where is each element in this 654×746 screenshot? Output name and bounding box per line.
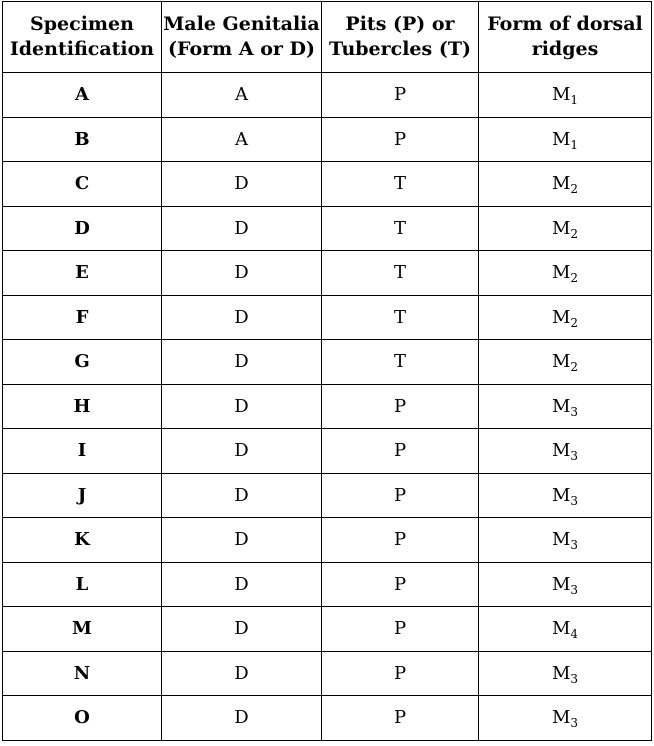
header-line: (Form A or D): [168, 38, 315, 60]
ridge-letter: M: [551, 484, 571, 506]
dorsal-ridge-cell: [479, 295, 652, 340]
genitalia-form-cell: D: [162, 518, 322, 563]
header-line: Pits (P) or: [345, 13, 455, 35]
dorsal-ridge-cell: [479, 206, 652, 251]
genitalia-form-cell: D: [162, 206, 322, 251]
specimen-id-cell: M: [3, 607, 162, 652]
genitalia-form-cell: D: [162, 473, 322, 518]
header-pits-or-tubercles: [322, 2, 479, 73]
ridge-letter: M: [551, 573, 571, 595]
genitalia-form-cell: D: [162, 562, 322, 607]
specimen-id-cell: C: [3, 162, 162, 207]
specimen-id-cell: O: [3, 696, 162, 741]
specimen-table: [2, 1, 652, 741]
ridge-subscript: 2: [570, 315, 579, 330]
pits-tubercles-cell: T: [322, 295, 479, 340]
dorsal-ridge-cell: [479, 429, 652, 474]
specimen-id-cell: N: [3, 651, 162, 696]
genitalia-form-cell: D: [162, 162, 322, 207]
dorsal-ridge-cell: [479, 473, 652, 518]
pits-tubercles-cell: T: [322, 162, 479, 207]
ridge-subscript: 3: [570, 493, 579, 508]
ridge-letter: M: [551, 351, 571, 373]
header-row: [3, 2, 652, 73]
ridge-subscript: 4: [570, 627, 579, 642]
table-row: [3, 384, 652, 429]
ridge-subscript: 3: [570, 716, 579, 731]
dorsal-ridge-cell: [479, 696, 652, 741]
specimen-id-cell: L: [3, 562, 162, 607]
ridge-letter: M: [551, 128, 571, 150]
table-row: [3, 473, 652, 518]
header-line: Male Genitalia: [163, 13, 320, 35]
dorsal-ridge-cell: [479, 340, 652, 385]
ridge-letter: M: [551, 173, 571, 195]
ridge-subscript: 3: [570, 671, 579, 686]
table-header: [3, 2, 652, 73]
table-row: [3, 162, 652, 207]
ridge-subscript: 2: [570, 271, 579, 286]
ridge-subscript: 1: [570, 93, 579, 108]
ridge-letter: M: [551, 440, 571, 462]
table-row: [3, 429, 652, 474]
dorsal-ridge-cell: [479, 384, 652, 429]
pits-tubercles-cell: P: [322, 518, 479, 563]
ridge-letter: M: [551, 262, 571, 284]
pits-tubercles-cell: P: [322, 73, 479, 118]
pits-tubercles-cell: T: [322, 206, 479, 251]
header-specimen-identification: [3, 2, 162, 73]
dorsal-ridge-cell: [479, 651, 652, 696]
dorsal-ridge-cell: [479, 607, 652, 652]
specimen-id-cell: F: [3, 295, 162, 340]
specimen-id-cell: K: [3, 518, 162, 563]
dorsal-ridge-cell: [479, 162, 652, 207]
ridge-subscript: 3: [570, 404, 579, 419]
ridge-subscript: 2: [570, 226, 579, 241]
specimen-id-cell: E: [3, 251, 162, 296]
table-row: [3, 696, 652, 741]
table-row: [3, 562, 652, 607]
genitalia-form-cell: D: [162, 251, 322, 296]
table-body: [3, 73, 652, 741]
specimen-id-cell: G: [3, 340, 162, 385]
genitalia-form-cell: D: [162, 429, 322, 474]
pits-tubercles-cell: P: [322, 696, 479, 741]
dorsal-ridge-cell: [479, 562, 652, 607]
genitalia-form-cell: D: [162, 340, 322, 385]
dorsal-ridge-cell: [479, 73, 652, 118]
specimen-id-cell: J: [3, 473, 162, 518]
pits-tubercles-cell: P: [322, 651, 479, 696]
table-row: [3, 651, 652, 696]
header-line: ridges: [531, 38, 599, 60]
genitalia-form-cell: A: [162, 73, 322, 118]
specimen-id-cell: D: [3, 206, 162, 251]
pits-tubercles-cell: P: [322, 429, 479, 474]
pits-tubercles-cell: P: [322, 473, 479, 518]
table-row: [3, 295, 652, 340]
ridge-subscript: 3: [570, 582, 579, 597]
pits-tubercles-cell: T: [322, 251, 479, 296]
table-row: [3, 518, 652, 563]
genitalia-form-cell: A: [162, 117, 322, 162]
genitalia-form-cell: D: [162, 384, 322, 429]
header-line: Tubercles (T): [329, 38, 471, 60]
pits-tubercles-cell: P: [322, 384, 479, 429]
ridge-subscript: 2: [570, 360, 579, 375]
ridge-letter: M: [551, 306, 571, 328]
specimen-id-cell: I: [3, 429, 162, 474]
header-male-genitalia: [162, 2, 322, 73]
ridge-letter: M: [551, 395, 571, 417]
header-dorsal-ridges: [479, 2, 652, 73]
dorsal-ridge-cell: [479, 117, 652, 162]
ridge-subscript: 3: [570, 538, 579, 553]
table-row: [3, 340, 652, 385]
genitalia-form-cell: D: [162, 651, 322, 696]
table-row: [3, 117, 652, 162]
pits-tubercles-cell: P: [322, 562, 479, 607]
dorsal-ridge-cell: [479, 518, 652, 563]
header-line: Form of dorsal: [487, 13, 643, 35]
header-line: Specimen: [30, 13, 134, 35]
specimen-id-cell: H: [3, 384, 162, 429]
ridge-subscript: 1: [570, 137, 579, 152]
table-row: [3, 206, 652, 251]
ridge-letter: M: [551, 707, 571, 729]
genitalia-form-cell: D: [162, 607, 322, 652]
specimen-id-cell: A: [3, 73, 162, 118]
genitalia-form-cell: D: [162, 295, 322, 340]
dorsal-ridge-cell: [479, 251, 652, 296]
table-row: [3, 607, 652, 652]
pits-tubercles-cell: P: [322, 607, 479, 652]
pits-tubercles-cell: T: [322, 340, 479, 385]
ridge-subscript: 2: [570, 182, 579, 197]
genitalia-form-cell: D: [162, 696, 322, 741]
ridge-letter: M: [551, 529, 571, 551]
specimen-id-cell: B: [3, 117, 162, 162]
ridge-letter: M: [551, 217, 571, 239]
ridge-letter: M: [551, 618, 571, 640]
table-row: [3, 251, 652, 296]
table-row: [3, 73, 652, 118]
ridge-letter: M: [551, 662, 571, 684]
ridge-letter: M: [551, 84, 571, 106]
pits-tubercles-cell: P: [322, 117, 479, 162]
ridge-subscript: 3: [570, 449, 579, 464]
header-line: Identification: [9, 38, 155, 60]
